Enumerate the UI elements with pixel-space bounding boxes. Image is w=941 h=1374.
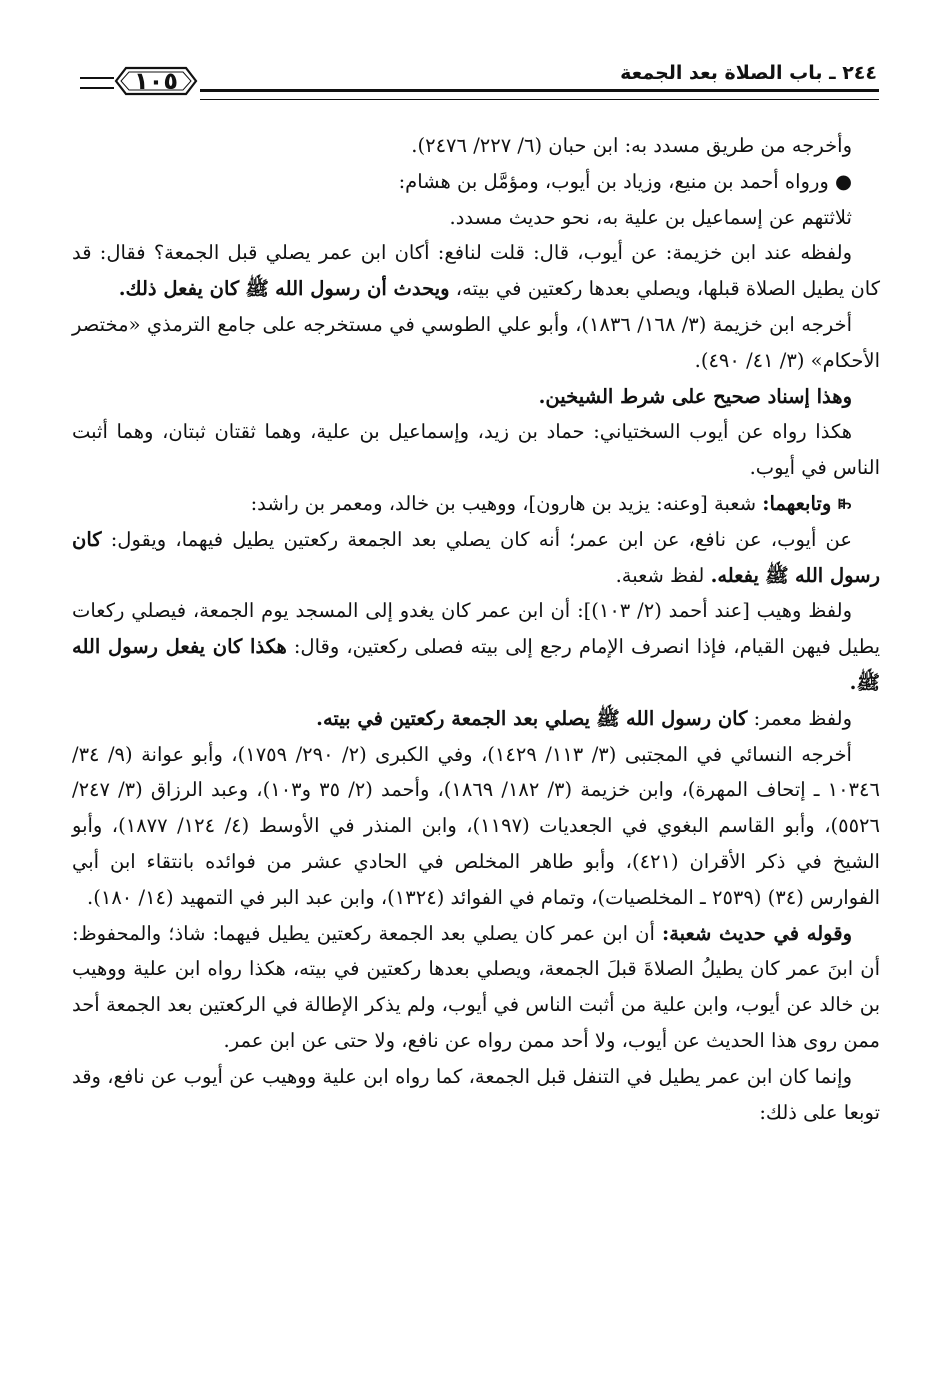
main-text [72,128,880,1130]
paragraph-10-end: . [849,670,857,694]
paragraph-13 [72,916,880,1059]
page-header [0,52,941,112]
paragraph-6: وهذا إسناد صحيح على شرط الشيخين. [538,384,852,408]
paragraph-5: أخرجه ابن خزيمة (٣/ ١٦٨/ ١٨٣٦)، وأبو علي الطوسي في مستخرجه على جامع الترمذي «مختصر الأحكام» (٣/ ٤١/ ٤٩٠). [72,312,880,372]
paragraph-4-text: ولفظه عند ابن خزيمة: عن أيوب، قال: قلت لنافع: أكان ابن عمر يصلي قبل الجمعة؟ فقال: قد كان يطيل الصلاة قبلها، ويصلي بعدها ركعتين في بيته، [72,241,880,301]
paragraph-3: ثلاثتهم عن إسماعيل بن علية به، نحو حديث مسدد. [449,205,852,229]
paragraph-2-text: ورواه أحمد بن منيع، وزياد بن أيوب، ومؤمَّل بن هشام: [398,169,829,193]
paragraph-1: وأخرجه من طريق مسدد به: ابن حبان (٦/ ٢٢٧/ ٢٤٧٦). [411,134,852,157]
paragraph-7: هكذا رواه عن أيوب السختياني: حماد بن زيد، وإسماعيل بن علية، وهما ثقتان ثبتان، وهما أثبت الناس في أيوب. [72,420,880,480]
page-number-badge [112,64,200,98]
chapter-title: ٢٤٤ ـ باب الصلاة بعد الجمعة [620,62,877,84]
salawat-icon: ﷺ [765,563,789,587]
paragraph-4 [72,235,880,307]
paragraph-8 [72,486,880,522]
paragraph-12: أخرجه النسائي في المجتبى (٣/ ١١٣/ ١٤٢٩)، وفي الكبرى (٢/ ٢٩٠/ ١٧٥٩)، وأبو عوانة (٩/ ٣٤/ ١٠٣٤٦ ـ إتحاف المهرة)، وابن خزيمة (٣/ ١٨٢/ ١٨٦٩)، وأحمد (٢/ ٣٥ و١٠٣)، وعبد الرزاق (٣/ ٢٤٧/ ٥٥٢٦)، وأبو القاسم البغوي في الجعديات (١١٩٧)، وابن المنذر في الأوسط (٤/ ١٢٤/ ١٨٧٧)، وأبو الشيخ في ذكر الأقران (٤٢١)، وأبو طاهر المخلص في الحادي عشر من فوائده بانتقاء ابن أبي الفوارس (٣٤) (٢٥٣٩ ـ المخلصيات)، وتمام في الفوائد (١٣٢٤)، وابن عبد البر في التمهيد (١٤/ ١٨٠). [72,742,880,909]
page-number: ١٠٥ [134,67,178,95]
paragraph-8-text: شعبة [وعنه: يزيد بن هارون]، ووهيب بن خالد، ومعمر بن راشد: [250,491,763,515]
paragraph-10-text: ولفظ وهيب [عند أحمد (٢/ ١٠٣)]: أن ابن عمر كان يغدو إلى المسجد يوم الجمعة، فيصلي ركعات يطيل فيهن القيام، فإذا انصرف الإمام رجع إلى بيته فصلى ركعتين، وقال: [72,599,880,659]
salawat-icon: ﷺ [245,277,269,301]
salawat-icon: ﷺ [596,706,620,730]
section-mark-icon: ꖰ [837,491,852,515]
paragraph-11 [72,701,880,737]
paragraph-11-text: ولفظ معمر: [747,706,852,730]
paragraph-10-bold: هكذا كان يفعل رسول الله [72,635,287,659]
paragraph-13-text: أن ابن عمر كان يصلي بعد الجمعة ركعتين يطيل فيهما: شاذ؛ والمحفوظ: أن ابنَ عمر كان يطيلُ الصلاةَ قبلَ الجمعة، ويصلي بعدها ركعتين في بيته، هكذا رواه ابن علية ووهيب بن خالد عن أيوب، وابن علية من أثبت الناس في أيوب، ولم يذكر الإطالة في الركعتين بعد الجمعة أحد ممن روى هذا الحديث عن أيوب، ولا أحد ممن رواه عن نافع، ولا حتى عن ابن عمر. [72,921,880,1052]
paragraph-4-bold: ويحدث أن رسول الله [275,277,450,301]
paragraph-10 [72,593,880,700]
paragraph-9-tail: لفظ شعبة. [615,563,711,587]
salawat-icon: ﷺ [856,670,880,694]
paragraph-4-bold-end: كان يفعل ذلك. [118,277,240,301]
bullet-icon: ● [834,169,852,193]
paragraph-9 [72,522,880,594]
paragraph-8-bold: وتابعهما: [762,491,832,515]
paragraph-11-bold: كان رسول الله [626,706,748,730]
header-ornament-lines [80,77,114,89]
paragraph-13-bold: وقوله في حديث شعبة: [662,921,852,945]
header-rule [200,89,879,100]
paragraph-9-bold: كان رسول الله [72,527,880,587]
paragraph-11-bold-end: يصلي بعد الجمعة ركعتين في بيته. [316,706,591,730]
paragraph-9-bold-end: يفعله. [710,563,759,587]
paragraph-14: وإنما كان ابن عمر يطيل في التنفل قبل الجمعة، كما رواه ابن علية ووهيب عن أيوب عن نافع، وقد توبعا على ذلك: [72,1064,880,1124]
paragraph-9-text: عن أيوب، عن نافع، عن ابن عمر؛ أنه كان يصلي بعد الجمعة ركعتين يطيل فيهما، ويقول: [101,527,852,551]
paragraph-2 [72,164,880,200]
